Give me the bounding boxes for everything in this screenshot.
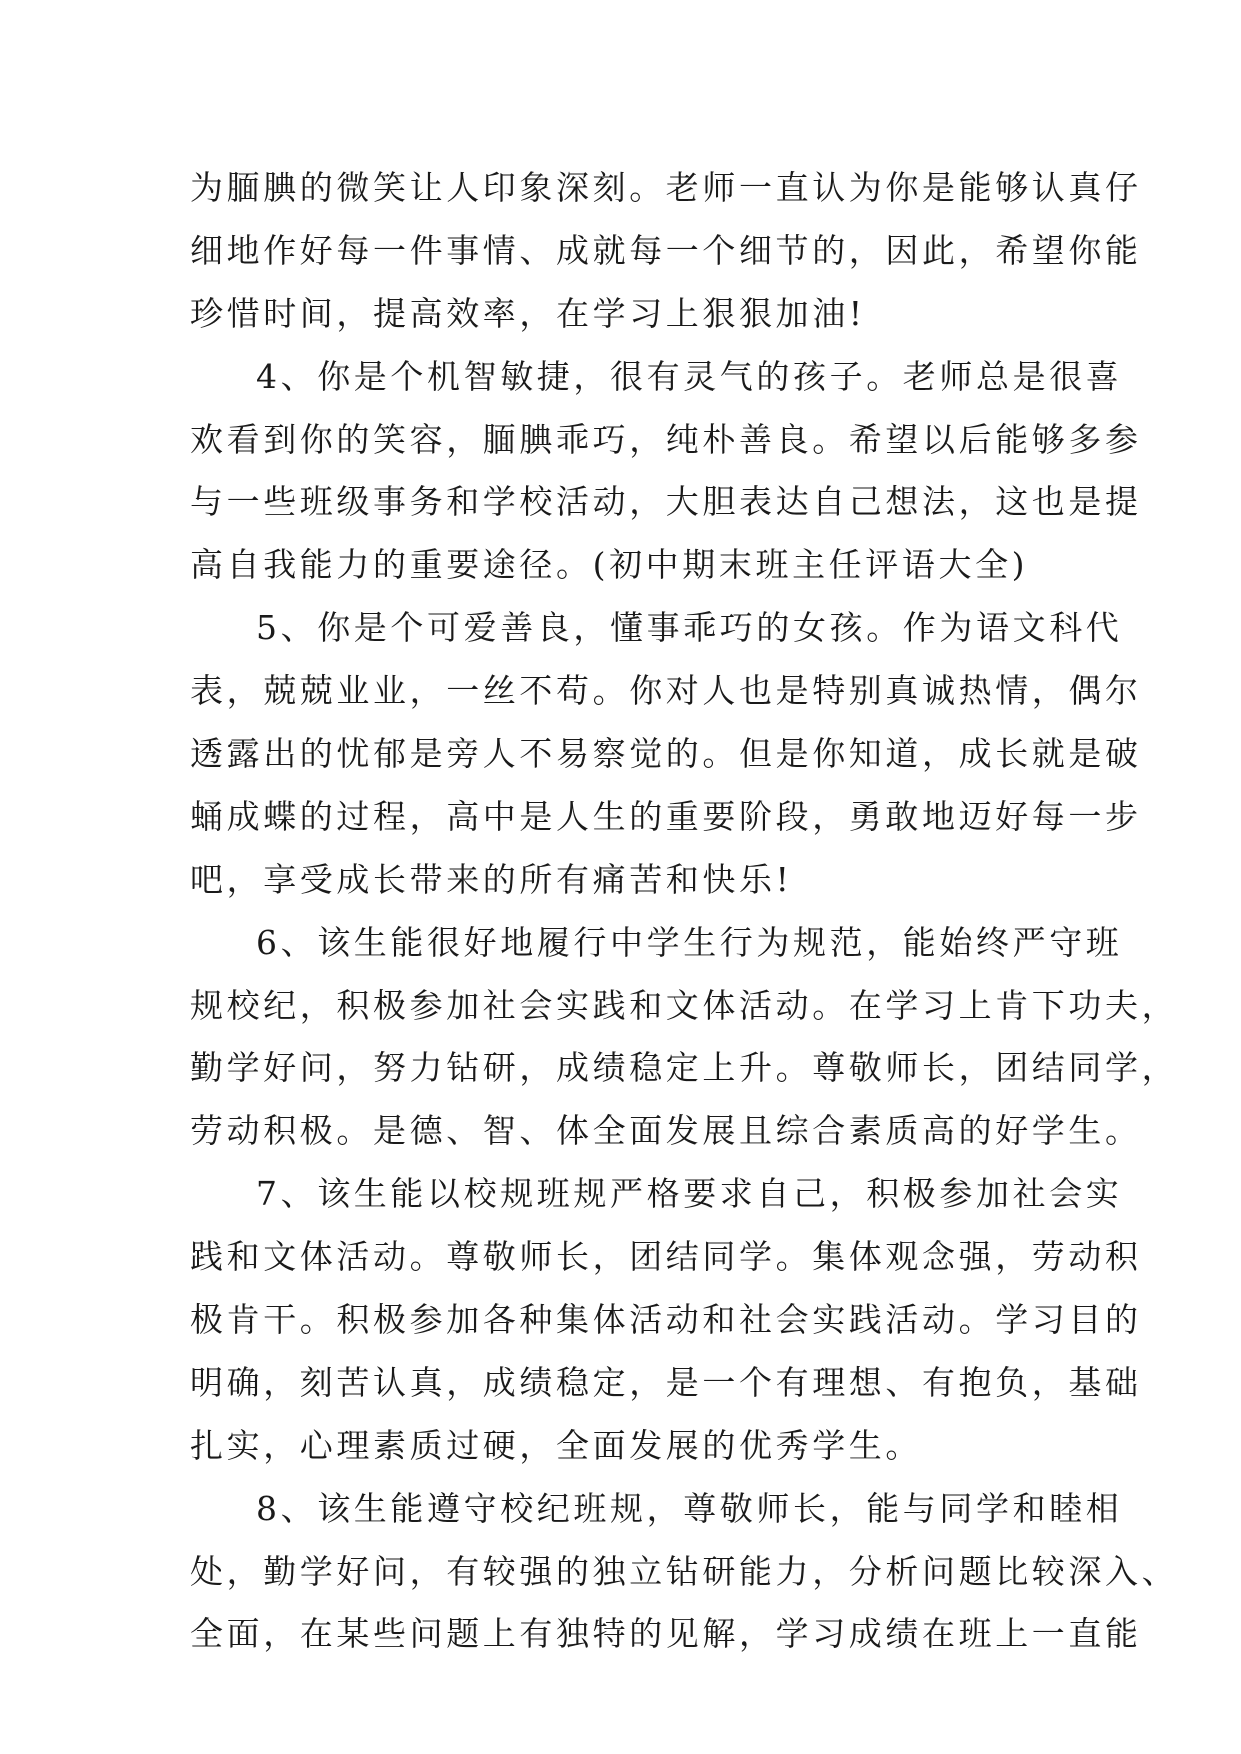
text-line: 勤学好问，努力钻研，成绩稳定上升。尊敬师长，团结同学， [190, 1048, 1179, 1088]
document-body [190, 157, 1179, 1666]
text-line: 欢看到你的笑容，腼腆乖巧，纯朴善良。希望以后能够多参 [190, 419, 1142, 459]
text-line: 明确，刻苦认真，成绩稳定，是一个有理想、有抱负，基础 [190, 1362, 1142, 1402]
text-line: 蛹成蝶的过程，高中是人生的重要阶段，勇敢地迈好每一步 [190, 796, 1142, 836]
text-line: 表，兢兢业业，一丝不苟。你对人也是特别真诚热情，偶尔 [190, 671, 1142, 711]
text-line: 与一些班级事务和学校活动，大胆表达自己想法，这也是提 [190, 482, 1142, 522]
text-line: 劳动积极。是德、智、体全面发展且综合素质高的好学生。 [190, 1111, 1142, 1151]
text-line: 扎实，心理素质过硬，全面发展的优秀学生。 [190, 1425, 922, 1465]
text-line: 细地作好每一件事情、成就每一个细节的，因此，希望你能 [190, 230, 1142, 270]
paragraph-8-start: 8、该生能遵守校纪班规，尊敬师长，能与同学和睦相 [256, 1488, 1123, 1528]
text-line: 吧，享受成长带来的所有痛苦和快乐! [190, 859, 793, 899]
text-line: 透露出的忧郁是旁人不易察觉的。但是你知道，成长就是破 [190, 734, 1142, 774]
text-line: 全面，在某些问题上有独特的见解，学习成绩在班上一直能 [190, 1614, 1142, 1654]
paragraph-7-start: 7、该生能以校规班规严格要求自己，积极参加社会实 [256, 1174, 1123, 1214]
paragraph-6-start: 6、该生能很好地履行中学生行为规范，能始终严守班 [256, 922, 1123, 962]
text-line: 为腼腆的微笑让人印象深刻。老师一直认为你是能够认真仔 [190, 168, 1142, 207]
text-line: 规校纪，积极参加社会实践和文体活动。在学习上肯下功夫， [190, 985, 1179, 1025]
text-line: 践和文体活动。尊敬师长，团结同学。集体观念强，劳动积 [190, 1237, 1142, 1277]
text-line: 处，勤学好问，有较强的独立钻研能力，分析问题比较深入、 [190, 1551, 1179, 1591]
text-line: 珍惜时间，提高效率，在学习上狠狠加油! [190, 293, 866, 333]
paragraph-5-start: 5、你是个可爱善良，懂事乖巧的女孩。作为语文科代 [256, 608, 1123, 648]
text-line: 高自我能力的重要途径。(初中期末班主任评语大全) [190, 545, 1029, 585]
paragraph-4-start: 4、你是个机智敏捷，很有灵气的孩子。老师总是很喜 [256, 356, 1123, 396]
text-line: 极肯干。积极参加各种集体活动和社会实践活动。学习目的 [190, 1300, 1142, 1340]
